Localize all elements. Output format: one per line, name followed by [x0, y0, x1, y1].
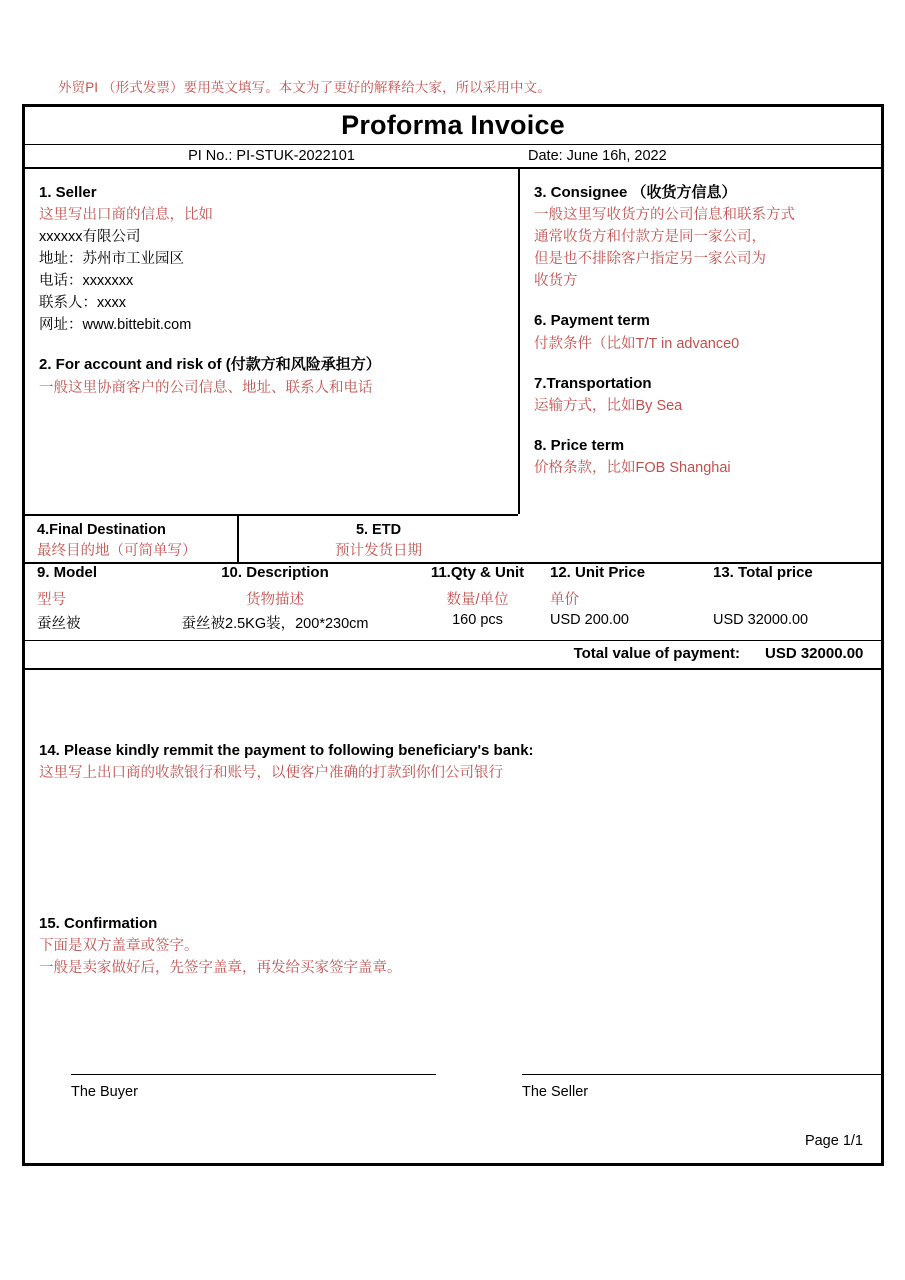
bank-heading: 14. Please kindly remmit the payment to following beneficiary's bank:: [39, 742, 534, 759]
confirmation-heading: 15. Confirmation: [39, 915, 158, 932]
column-header-qty-unit: 11.Qty & Unit: [430, 564, 525, 581]
goods-table: [25, 564, 881, 662]
invoice-frame: [22, 104, 884, 1166]
seller-signature-line: [522, 1074, 882, 1075]
seller-heading: 1. Seller: [39, 184, 97, 201]
total-row-rule: [25, 668, 881, 670]
account-risk-heading-en: 2. For account and risk of: [39, 356, 226, 374]
total-value-label: Total value of payment:: [573, 645, 740, 662]
column-hint-description: 货物描述: [246, 592, 304, 608]
cell-description: 蚕丝被2.5KG装，200*230cm: [181, 616, 369, 632]
goods-hint-row: [25, 588, 881, 612]
column-hint-qty-unit: 数量/单位: [446, 592, 509, 608]
page-number: Page 1/1: [804, 1133, 863, 1149]
price-term-heading: 8. Price term: [534, 436, 625, 454]
spacer: [534, 292, 881, 309]
buyer-signature-label: The Buyer: [71, 1084, 138, 1100]
final-destination-hint: 最终目的地（可简单写）: [37, 543, 197, 560]
cell-qty-unit: 160 pcs: [452, 612, 503, 628]
seller-signature-label: The Seller: [522, 1084, 589, 1100]
total-value-amount: USD 32000.00: [765, 645, 864, 662]
payment-term-hint: 付款条件（比如T/T in advance0: [534, 335, 740, 352]
destination-etd-row: [25, 514, 518, 564]
final-destination-heading: 4.Final Destination: [37, 522, 166, 538]
spacer: [534, 355, 881, 372]
goods-header-row: [25, 564, 881, 588]
total-value-row: [25, 642, 881, 668]
cell-total-price: USD 32000.00: [713, 612, 809, 628]
top-annotation-note: 外贸PI （形式发票）要用英文填写。本文为了更好的解释给大家，所以采用中文。: [58, 80, 551, 95]
seller-phone: 电话：xxxxxxx: [39, 273, 134, 290]
etd-cell: [237, 516, 518, 562]
confirmation-hint-line-2: 一般是卖家做好后，先签字盖章，再发给买家签字盖章。: [39, 960, 402, 977]
seller-column: [25, 169, 518, 514]
consignee-column: [518, 169, 881, 514]
column-header-unit-price: 12. Unit Price: [550, 564, 646, 581]
invoice-date: Date: June 16h, 2022: [528, 148, 667, 164]
beneficiary-bank-section: [39, 739, 534, 784]
transportation-hint: 运输方式，比如By Sea: [534, 397, 683, 414]
consignee-heading-en: 3. Consignee: [534, 184, 632, 201]
seller-address: 地址：苏州市工业园区: [39, 251, 184, 268]
title-row: [25, 107, 881, 145]
account-risk-heading: [39, 353, 518, 376]
column-hint-unit-price: 单价: [550, 592, 579, 608]
etd-heading: 5. ETD: [355, 522, 402, 538]
spacer: [39, 336, 518, 353]
column-header-total-price: 13. Total price: [713, 564, 813, 581]
page-title: Proforma Invoice: [341, 110, 565, 140]
seller-website: 网址：www.bittebit.com: [39, 317, 192, 334]
cell-unit-price: USD 200.00: [550, 612, 629, 628]
consignee-hint-line-2: 通常收货方和付款方是同一家公司，: [534, 229, 766, 246]
payment-term-heading: 6. Payment term: [534, 312, 650, 330]
parties-block: [25, 169, 881, 514]
buyer-signature-line: [71, 1074, 436, 1075]
account-risk-hint: 一般这里协商客户的公司信息、地址、联系人和电话: [39, 379, 373, 396]
pi-number: PI No.: PI-STUK-2022101: [188, 148, 355, 164]
transportation-heading: 7.Transportation: [534, 374, 652, 392]
seller-hint: 这里写出口商的信息，比如: [39, 207, 213, 224]
column-hint-model: 型号: [37, 592, 66, 608]
consignee-hint-line-3: 但是也不排除客户指定另一家公司为: [534, 251, 766, 268]
table-row: [25, 612, 881, 636]
confirmation-hint-line-1: 下面是双方盖章或签字。: [39, 938, 199, 955]
pi-number-date-row: [25, 145, 881, 169]
bank-hint: 这里写上出口商的收款银行和账号，以便客户准确的打款到你们公司银行: [39, 765, 503, 782]
account-risk-heading-cn: (付款方和风险承担方）: [225, 356, 381, 374]
final-destination-cell: [25, 516, 237, 562]
consignee-hint-line-1: 一般这里写收货方的公司信息和联系方式: [534, 207, 795, 224]
column-header-description: 10. Description: [221, 564, 329, 581]
seller-company: xxxxxx有限公司: [39, 229, 141, 246]
confirmation-section: [39, 912, 402, 979]
price-term-hint: 价格条款，比如FOB Shanghai: [534, 460, 731, 477]
seller-contact: 联系人：xxxx: [39, 295, 126, 312]
consignee-heading: [534, 181, 881, 204]
etd-hint: 预计发货日期: [335, 543, 422, 560]
item-row-rule: [25, 640, 881, 641]
consignee-heading-cn: （收货方信息）: [631, 184, 737, 201]
cell-model: 蚕丝被: [37, 616, 81, 632]
consignee-hint-line-4: 收货方: [534, 273, 578, 290]
column-header-model: 9. Model: [37, 564, 98, 581]
spacer: [534, 417, 881, 434]
